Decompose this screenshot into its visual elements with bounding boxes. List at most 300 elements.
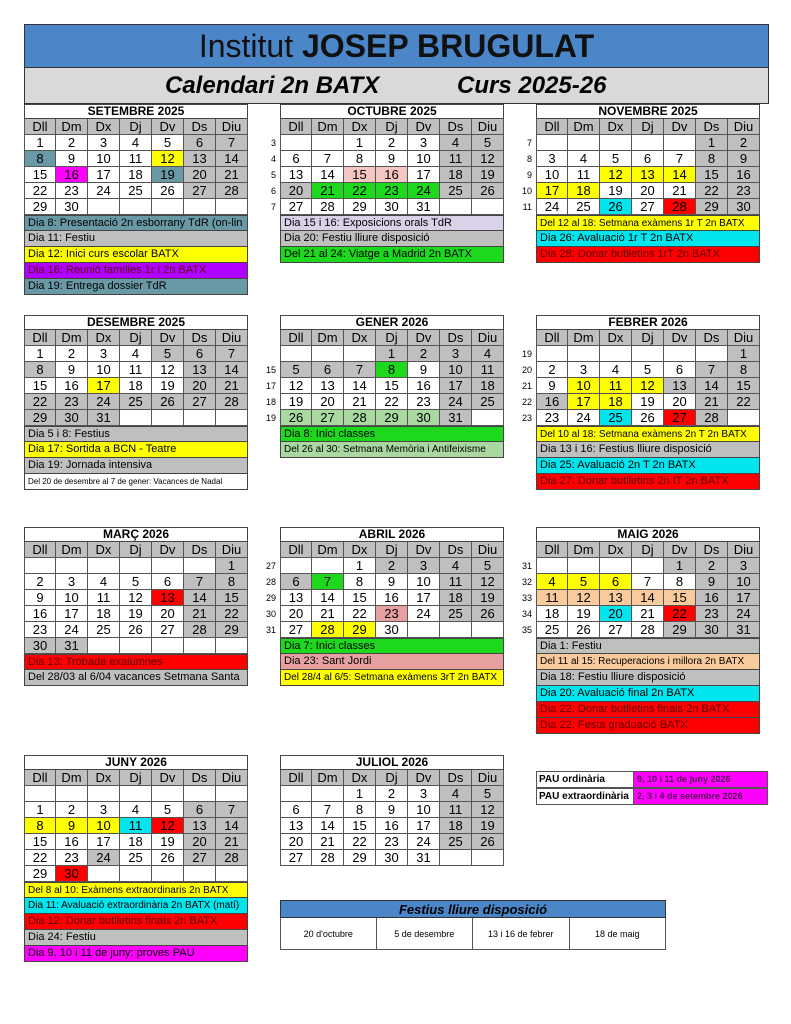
weekday-header: Dll: [280, 770, 312, 786]
day-cell: [600, 346, 632, 362]
week-number: 20: [521, 365, 532, 375]
day-cell: [312, 346, 344, 362]
day-cell: 5: [472, 786, 504, 802]
day-cell: 26: [472, 606, 504, 622]
week-number: 30: [265, 609, 276, 619]
week-number: 35: [521, 625, 532, 635]
day-cell: 17: [408, 818, 440, 834]
day-cell: 4: [472, 346, 504, 362]
month-calendar: [280, 315, 504, 426]
day-cell: 1: [376, 346, 408, 362]
day-cell: 7: [632, 574, 664, 590]
month-notes: [536, 638, 760, 734]
day-cell: 21: [632, 606, 664, 622]
day-cell: 13: [600, 590, 632, 606]
month-notes: [24, 654, 248, 686]
week-row: [24, 638, 248, 654]
day-cell: [280, 786, 312, 802]
day-cell: 6: [152, 574, 184, 590]
day-cell: 9: [536, 378, 568, 394]
week-row: [536, 135, 760, 151]
day-cell: [184, 866, 216, 882]
day-cell: 10: [88, 151, 120, 167]
day-cell: [152, 786, 184, 802]
weekday-header: Dv: [408, 770, 440, 786]
day-cell: 3: [440, 346, 472, 362]
week-row: [24, 866, 248, 882]
day-cell: 16: [376, 818, 408, 834]
day-cell: 9: [56, 818, 88, 834]
day-cell: 8: [24, 362, 56, 378]
day-cell: 6: [184, 802, 216, 818]
day-cell: 3: [408, 786, 440, 802]
day-cell: 26: [280, 410, 312, 426]
week-number: 22: [521, 397, 532, 407]
week-row: [24, 151, 248, 167]
day-cell: 14: [216, 362, 248, 378]
weekday-header: Dm: [56, 542, 88, 558]
day-cell: 8: [344, 802, 376, 818]
day-cell: 1: [728, 346, 760, 362]
week-row: [280, 850, 504, 866]
day-cell: 10: [568, 378, 600, 394]
pau-extra-value: 2, 3 i 4 de setembre 2026: [634, 788, 768, 805]
day-cell: 30: [376, 199, 408, 215]
day-cell: 11: [440, 802, 472, 818]
calendar-note: Dia 12: Inici curs escolar BATX: [24, 247, 248, 263]
day-cell: 15: [376, 378, 408, 394]
weekday-header-row: [24, 330, 248, 346]
day-cell: 29: [24, 199, 56, 215]
week-number: 27: [265, 561, 276, 571]
day-cell: 12: [472, 802, 504, 818]
day-cell: 16: [696, 590, 728, 606]
day-cell: 20: [280, 834, 312, 850]
day-cell: 17: [728, 590, 760, 606]
weekday-header-row: [24, 119, 248, 135]
day-cell: 25: [88, 622, 120, 638]
day-cell: 23: [408, 394, 440, 410]
day-cell: 23: [376, 606, 408, 622]
day-cell: 23: [56, 850, 88, 866]
day-cell: 23: [376, 183, 408, 199]
day-cell: 29: [216, 622, 248, 638]
weekday-header: Dv: [408, 119, 440, 135]
day-cell: 15: [664, 590, 696, 606]
day-cell: 28: [312, 622, 344, 638]
week-number: 23: [521, 413, 532, 423]
day-cell: 27: [600, 622, 632, 638]
day-cell: 29: [344, 850, 376, 866]
day-cell: 31: [88, 410, 120, 426]
day-cell: 13: [184, 818, 216, 834]
day-cell: 20: [184, 378, 216, 394]
weekday-header: Dm: [568, 119, 600, 135]
day-cell: 3: [408, 135, 440, 151]
day-cell: [568, 135, 600, 151]
day-cell: [408, 622, 440, 638]
month-calendar: [24, 755, 248, 882]
day-cell: 19: [632, 394, 664, 410]
day-cell: 25: [120, 850, 152, 866]
day-cell: 28: [216, 394, 248, 410]
day-cell: 28: [696, 410, 728, 426]
week-row: [280, 410, 504, 426]
month-calendar: [280, 755, 504, 866]
week-row: [24, 786, 248, 802]
day-cell: 1: [344, 558, 376, 574]
month-title: JUNY 2026: [24, 755, 248, 770]
day-cell: 24: [408, 606, 440, 622]
day-cell: 5: [568, 574, 600, 590]
day-cell: 10: [56, 590, 88, 606]
day-cell: 18: [536, 606, 568, 622]
festiu-item: 20 d'octubre: [280, 918, 377, 950]
week-number: 18: [265, 397, 276, 407]
week-row: [280, 818, 504, 834]
weekday-header: Dx: [600, 330, 632, 346]
weekday-header: Dx: [344, 119, 376, 135]
day-cell: 7: [184, 574, 216, 590]
day-cell: 16: [376, 167, 408, 183]
day-cell: 2: [376, 558, 408, 574]
day-cell: 16: [24, 606, 56, 622]
day-cell: 24: [568, 410, 600, 426]
day-cell: 16: [408, 378, 440, 394]
weekday-header: Ds: [440, 770, 472, 786]
day-cell: 7: [344, 362, 376, 378]
day-cell: 20: [280, 183, 312, 199]
day-cell: 19: [152, 834, 184, 850]
calendar-note: Del 11 al 15: Recuperacions i millora 2n BATX: [536, 654, 760, 670]
day-cell: 31: [728, 622, 760, 638]
day-cell: [664, 135, 696, 151]
day-cell: 22: [728, 394, 760, 410]
day-cell: 12: [568, 590, 600, 606]
day-cell: 22: [344, 606, 376, 622]
day-cell: 26: [568, 622, 600, 638]
day-cell: 14: [696, 378, 728, 394]
day-cell: 4: [120, 802, 152, 818]
week-row: [280, 802, 504, 818]
day-cell: 11: [440, 151, 472, 167]
weekday-header-row: [536, 542, 760, 558]
pau-ordinaria-row: [536, 771, 768, 788]
day-cell: 27: [280, 622, 312, 638]
day-cell: 18: [440, 818, 472, 834]
day-cell: 2: [24, 574, 56, 590]
day-cell: 11: [120, 362, 152, 378]
week-number: 34: [521, 609, 532, 619]
weekday-header: Dx: [88, 542, 120, 558]
day-cell: 4: [88, 574, 120, 590]
festius-row: [280, 918, 666, 950]
day-cell: 10: [88, 818, 120, 834]
day-cell: 9: [376, 574, 408, 590]
day-cell: 8: [344, 574, 376, 590]
weekday-header-row: [24, 542, 248, 558]
day-cell: 15: [344, 590, 376, 606]
day-cell: [312, 135, 344, 151]
day-cell: [184, 410, 216, 426]
week-row: [24, 394, 248, 410]
week-number: 19: [265, 413, 276, 423]
weekday-header: Ds: [440, 119, 472, 135]
weekday-header: Dj: [632, 542, 664, 558]
day-cell: 3: [568, 362, 600, 378]
day-cell: 26: [152, 850, 184, 866]
week-row: [280, 786, 504, 802]
week-row: [536, 183, 760, 199]
day-cell: 4: [120, 135, 152, 151]
calendar-note: Dia 23: Sant Jordi: [280, 654, 504, 670]
day-cell: 5: [280, 362, 312, 378]
day-cell: 30: [24, 638, 56, 654]
day-cell: 14: [344, 378, 376, 394]
day-cell: 23: [728, 183, 760, 199]
week-row: [536, 606, 760, 622]
day-cell: 15: [344, 167, 376, 183]
week-number: 11: [522, 202, 532, 212]
pau-ordinaria-label: PAU ordinària: [536, 771, 634, 788]
day-cell: 30: [408, 410, 440, 426]
week-row: [280, 574, 504, 590]
day-cell: 11: [600, 378, 632, 394]
month-notes: [280, 638, 504, 686]
calendar-note: Dia 5 i 8: Festius: [24, 426, 248, 442]
day-cell: 22: [696, 183, 728, 199]
day-cell: 10: [440, 362, 472, 378]
day-cell: 4: [440, 558, 472, 574]
day-cell: 11: [440, 574, 472, 590]
day-cell: 24: [88, 183, 120, 199]
calendar-note: Del 12 al 18: Setmana exàmens 1r T 2n BATX: [536, 215, 760, 231]
festius-table: [280, 900, 666, 950]
day-cell: [216, 786, 248, 802]
week-row: [24, 378, 248, 394]
month-calendar: [24, 104, 248, 215]
day-cell: 13: [280, 167, 312, 183]
month-title: MAIG 2026: [536, 527, 760, 542]
day-cell: 13: [184, 151, 216, 167]
day-cell: 14: [312, 818, 344, 834]
week-numbers: [258, 346, 276, 426]
day-cell: 27: [312, 410, 344, 426]
day-cell: 22: [664, 606, 696, 622]
month-title: OCTUBRE 2025: [280, 104, 504, 119]
day-cell: [120, 558, 152, 574]
day-cell: [344, 346, 376, 362]
weekday-header: Dll: [24, 542, 56, 558]
calendar-note: Dia 22: Donar butlletins finals 2n BATX: [536, 702, 760, 718]
day-cell: 11: [536, 590, 568, 606]
day-cell: 2: [56, 346, 88, 362]
day-cell: 11: [472, 362, 504, 378]
day-cell: 29: [664, 622, 696, 638]
week-row: [536, 622, 760, 638]
day-cell: 12: [152, 151, 184, 167]
day-cell: [216, 199, 248, 215]
day-cell: 5: [152, 135, 184, 151]
day-cell: 24: [536, 199, 568, 215]
day-cell: 14: [312, 590, 344, 606]
day-cell: 14: [312, 167, 344, 183]
weekday-header: Dm: [56, 330, 88, 346]
day-cell: 15: [216, 590, 248, 606]
weekday-header: Dv: [664, 119, 696, 135]
day-cell: [536, 135, 568, 151]
day-cell: 11: [120, 818, 152, 834]
weekday-header: Dm: [312, 770, 344, 786]
week-number: 6: [270, 186, 276, 196]
day-cell: 21: [696, 394, 728, 410]
day-cell: 3: [728, 558, 760, 574]
day-cell: 8: [664, 574, 696, 590]
weekday-header-row: [280, 330, 504, 346]
weekday-header: Dm: [56, 770, 88, 786]
calendar-note: Dia 11: Avaluació extraordinària 2n BATX (matí): [24, 898, 248, 914]
festius-title: Festius lliure disposició: [280, 900, 666, 918]
day-cell: [216, 866, 248, 882]
day-cell: 30: [696, 622, 728, 638]
day-cell: 17: [536, 183, 568, 199]
day-cell: 9: [408, 362, 440, 378]
day-cell: [280, 558, 312, 574]
day-cell: 25: [472, 394, 504, 410]
weekday-header: Diu: [472, 330, 504, 346]
weekday-header: Dv: [408, 542, 440, 558]
day-cell: 27: [152, 622, 184, 638]
calendar-note: Dia 19: Entrega dossier TdR: [24, 279, 248, 295]
day-cell: 9: [376, 802, 408, 818]
day-cell: 25: [120, 394, 152, 410]
day-cell: [24, 786, 56, 802]
day-cell: [88, 866, 120, 882]
day-cell: 4: [536, 574, 568, 590]
week-row: [24, 167, 248, 183]
day-cell: [472, 410, 504, 426]
day-cell: [152, 638, 184, 654]
day-cell: 21: [664, 183, 696, 199]
day-cell: 1: [344, 786, 376, 802]
calendar-note: Dia 1: Festiu: [536, 638, 760, 654]
calendar-note: Dia 8: Inici classes: [280, 426, 504, 442]
weekday-header: Dm: [568, 542, 600, 558]
day-cell: 2: [536, 362, 568, 378]
day-cell: 29: [696, 199, 728, 215]
day-cell: 4: [568, 151, 600, 167]
day-cell: 17: [88, 167, 120, 183]
day-cell: 3: [88, 135, 120, 151]
day-cell: 8: [344, 151, 376, 167]
calendar-note: Dia 27: Donar butlletins 2n tT 2n BATX: [536, 474, 760, 490]
day-cell: 28: [664, 199, 696, 215]
day-cell: 26: [600, 199, 632, 215]
day-cell: 6: [184, 346, 216, 362]
week-row: [280, 394, 504, 410]
week-row: [536, 410, 760, 426]
day-cell: 22: [376, 394, 408, 410]
day-cell: 9: [376, 151, 408, 167]
day-cell: 27: [184, 850, 216, 866]
day-cell: 2: [696, 558, 728, 574]
day-cell: 31: [440, 410, 472, 426]
day-cell: 3: [536, 151, 568, 167]
day-cell: 2: [376, 135, 408, 151]
day-cell: 20: [280, 606, 312, 622]
calendar-note: Del 10 al 18: Setmana exàmens 2n T 2n BATX: [536, 426, 760, 442]
day-cell: 14: [632, 590, 664, 606]
week-numbers: [258, 135, 276, 215]
day-cell: [88, 786, 120, 802]
weekday-header: Dll: [280, 119, 312, 135]
weekday-header: Dv: [152, 330, 184, 346]
weekday-header-row: [280, 119, 504, 135]
day-cell: 24: [440, 394, 472, 410]
weekday-header: Dx: [88, 119, 120, 135]
calendar-note: Dia 13: Trobada exalumnes: [24, 654, 248, 670]
day-cell: 23: [536, 410, 568, 426]
month-title: JULIOL 2026: [280, 755, 504, 770]
day-cell: 17: [408, 167, 440, 183]
day-cell: 3: [88, 802, 120, 818]
calendar-note: Dia 7: Inici classes: [280, 638, 504, 654]
day-cell: 7: [216, 346, 248, 362]
weekday-header: Dll: [280, 542, 312, 558]
day-cell: 13: [632, 167, 664, 183]
day-cell: 8: [696, 151, 728, 167]
day-cell: [184, 558, 216, 574]
day-cell: 10: [88, 362, 120, 378]
day-cell: 22: [24, 183, 56, 199]
day-cell: 12: [280, 378, 312, 394]
day-cell: [280, 135, 312, 151]
day-cell: 6: [280, 802, 312, 818]
day-cell: 27: [280, 850, 312, 866]
day-cell: 25: [536, 622, 568, 638]
day-cell: [632, 135, 664, 151]
day-cell: 5: [600, 151, 632, 167]
day-cell: 16: [536, 394, 568, 410]
weekday-header: Ds: [440, 330, 472, 346]
week-row: [280, 622, 504, 638]
week-row: [24, 135, 248, 151]
day-cell: 18: [88, 606, 120, 622]
day-cell: [88, 199, 120, 215]
day-cell: 4: [440, 786, 472, 802]
week-row: [536, 362, 760, 378]
week-row: [536, 590, 760, 606]
week-row: [24, 410, 248, 426]
day-cell: 26: [472, 834, 504, 850]
day-cell: [440, 622, 472, 638]
school-title-name: JOSEP BRUGULAT: [301, 28, 595, 64]
month-calendar: [24, 527, 248, 654]
week-number: 31: [521, 561, 532, 571]
weekday-header: Dx: [600, 119, 632, 135]
day-cell: 18: [568, 183, 600, 199]
day-cell: 30: [56, 866, 88, 882]
calendar-note: Dia 20: Festiu lliure disposició: [280, 231, 504, 247]
day-cell: 21: [312, 606, 344, 622]
calendar-note: Del 21 al 24: Viatge a Madrid 2n BATX: [280, 247, 504, 263]
weekday-header: Diu: [728, 119, 760, 135]
weekday-header: Dll: [280, 330, 312, 346]
day-cell: 13: [280, 818, 312, 834]
week-number: 4: [270, 154, 276, 164]
day-cell: 26: [632, 410, 664, 426]
day-cell: 7: [312, 151, 344, 167]
